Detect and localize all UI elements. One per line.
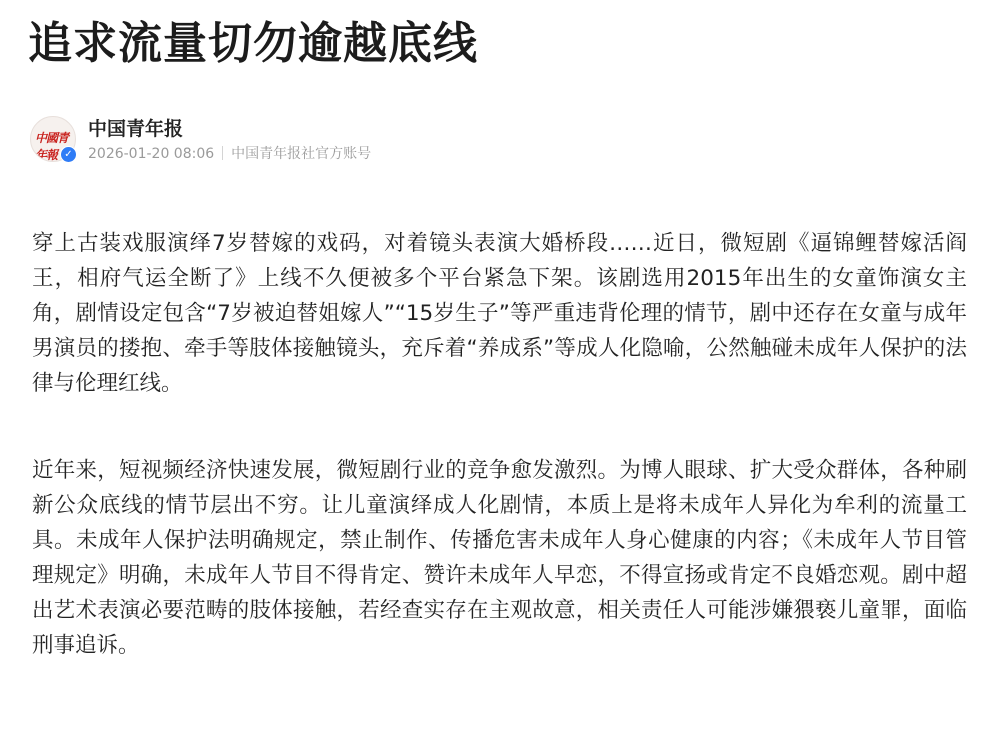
author-row	[30, 112, 630, 166]
check-badge-icon: ✓	[60, 146, 77, 163]
meta-divider	[222, 146, 223, 160]
article-paragraph: 近年来，短视频经济快速发展，微短剧行业的竞争愈发激烈。为博人眼球、扩大受众群体，各种刷新公众底线的情节层出不穷。让儿童演绎成人化剧情，本质上是将未成年人异化为牟利的流量工具。未成年人保护法明确规定，禁止制作、传播危害未成年人身心健康的内容；《未成年人节目管理规定》明确，未成年人节目不得肯定、赞许未成年人早恋，不得宣扬或肯定不良婚恋观。剧中超出艺术表演必要范畴的肢体接触，若经查实存在主观故意，相关责任人可能涉嫌猥亵儿童罪，面临刑事追诉。	[32, 458, 967, 658]
article-title: 追求流量切勿逾越底线	[28, 18, 478, 69]
article-paragraph: 穿上古装戏服演绎7岁替嫁的戏码，对着镜头表演大婚桥段……近日，微短剧《逼锦鲤替嫁活阎王，相府气运全断了》上线不久便被多个平台紧急下架。该剧选用2015年出生的女童饰演女主角，剧情设定包含“7岁被迫替姐嫁人”“15岁生子”等严重违背伦理的情节，剧中还存在女童与成年男演员的搂抱、牵手等肢体接触镜头，充斥着“养成系”等成人化隐喻，公然触碰未成年人保护的法律与伦理红线。	[32, 231, 967, 396]
newspaper-logo: 中國青年報	[35, 131, 69, 162]
account-type: 中国青年报社官方账号	[231, 146, 372, 162]
post-meta	[88, 143, 371, 163]
author-name[interactable]: 中国青年报	[88, 118, 184, 140]
publish-date: 2026-01-20 08:06	[88, 146, 215, 162]
